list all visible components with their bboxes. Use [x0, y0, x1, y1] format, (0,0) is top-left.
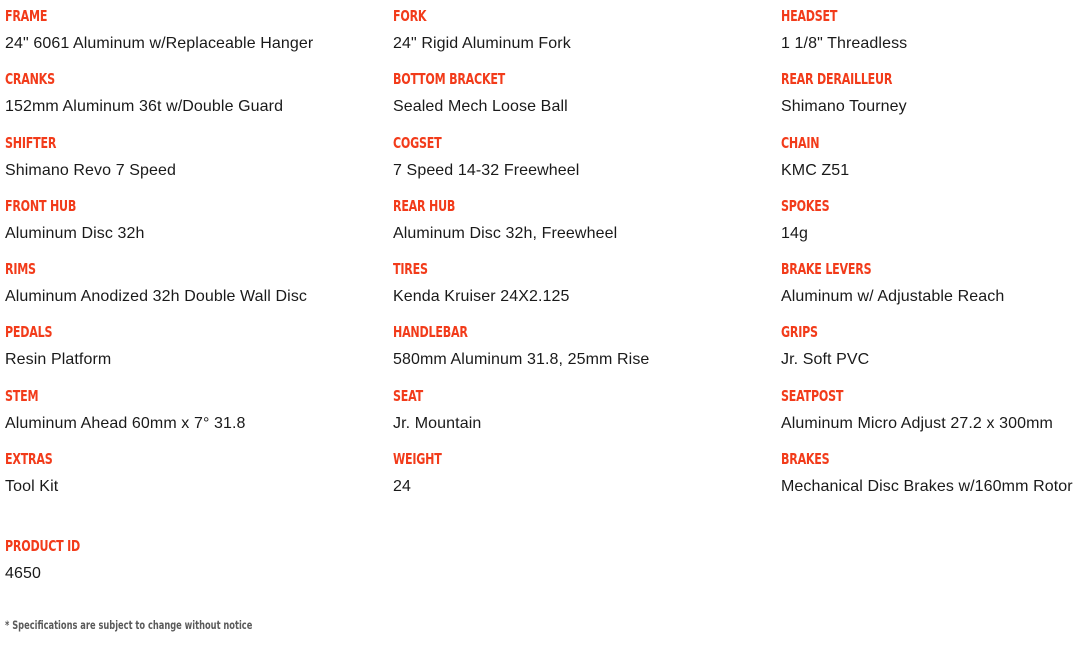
spec-label: PEDALS: [5, 323, 53, 342]
spec-value: 7 Speed 14-32 Freewheel: [393, 161, 580, 179]
spec-label: STEM: [5, 386, 39, 405]
spec-value: KMC Z51: [781, 161, 850, 179]
spec-chain: [781, 131, 1077, 194]
spec-stem: [5, 384, 393, 447]
spec-headset: [781, 4, 1077, 67]
spec-label: FORK: [393, 7, 427, 25]
spec-tires: [393, 257, 781, 320]
spec-shifter: [5, 131, 393, 194]
spec-cranks: [5, 67, 393, 130]
spec-label: CRANKS: [5, 70, 55, 89]
product-id-label: PRODUCT ID: [5, 537, 81, 555]
spec-brake-levers: [781, 257, 1077, 320]
spec-front-hub: [5, 194, 393, 257]
spec-value: Kenda Kruiser 24X2.125: [393, 288, 570, 306]
spec-fork: [393, 4, 781, 67]
spec-value: Aluminum Ahead 60mm x 7° 31.8: [5, 414, 246, 432]
product-id-value: 4650: [5, 565, 41, 582]
spec-value: Aluminum Disc 32h, Freewheel: [393, 224, 618, 242]
spec-value: 1 1/8" Threadless: [781, 35, 908, 52]
spec-frame: [5, 4, 393, 67]
spec-value: Jr. Soft PVC: [781, 351, 870, 369]
spec-label: REAR HUB: [393, 196, 456, 215]
spec-label: FRONT HUB: [5, 196, 77, 215]
spec-weight: [393, 447, 781, 510]
spec-grips: [781, 320, 1077, 383]
spec-label: GRIPS: [781, 323, 818, 342]
spec-label: SHIFTER: [5, 133, 57, 152]
spec-value: Tool Kit: [5, 478, 59, 496]
spec-label: EXTRAS: [5, 450, 53, 469]
spec-value: Sealed Mech Loose Ball: [393, 98, 568, 116]
spec-label: SEAT: [393, 386, 423, 405]
spec-cogset: [393, 131, 781, 194]
spec-value: 24: [393, 478, 411, 496]
spec-value: Resin Platform: [5, 351, 112, 369]
spec-grid: [5, 4, 1077, 510]
spec-bottom-bracket: [393, 67, 781, 130]
spec-value: Shimano Revo 7 Speed: [5, 161, 176, 179]
spec-seatpost: [781, 384, 1077, 447]
spec-rear-hub: [393, 194, 781, 257]
spec-value: 24" Rigid Aluminum Fork: [393, 35, 571, 52]
spec-value: Aluminum Anodized 32h Double Wall Disc: [5, 288, 308, 306]
spec-value: Aluminum w/ Adjustable Reach: [781, 288, 1005, 306]
spec-label: RIMS: [5, 260, 36, 279]
spec-value: 24" 6061 Aluminum w/Replaceable Hanger: [5, 35, 314, 52]
spec-label: TIRES: [393, 260, 428, 279]
spec-label: SPOKES: [781, 196, 830, 215]
spec-handlebar: [393, 320, 781, 383]
spec-label: SEATPOST: [781, 386, 844, 405]
spec-label: COGSET: [393, 133, 442, 152]
spec-label: FRAME: [5, 7, 48, 25]
spec-value: 580mm Aluminum 31.8, 25mm Rise: [393, 351, 650, 369]
spec-value: Mechanical Disc Brakes w/160mm Rotor: [781, 478, 1073, 496]
spec-seat: [393, 384, 781, 447]
spec-label: HANDLEBAR: [393, 323, 468, 342]
spec-product-id: [5, 534, 106, 584]
spec-label: REAR DERAILLEUR: [781, 70, 893, 89]
spec-rear-derailleur: [781, 67, 1077, 130]
spec-value: 152mm Aluminum 36t w/Double Guard: [5, 98, 284, 116]
disclaimer-note: * Specifications are subject to change without notice: [5, 618, 253, 632]
spec-pedals: [5, 320, 393, 383]
spec-brakes: [781, 447, 1077, 510]
spec-label: BOTTOM BRACKET: [393, 70, 506, 89]
spec-spokes: [781, 194, 1077, 257]
spec-extras: [5, 447, 393, 510]
spec-label: BRAKE LEVERS: [781, 260, 872, 279]
spec-value: Shimano Tourney: [781, 98, 907, 116]
spec-label: WEIGHT: [393, 450, 442, 469]
spec-rims: [5, 257, 393, 320]
spec-label: CHAIN: [781, 133, 820, 152]
spec-value: Jr. Mountain: [393, 414, 482, 432]
spec-label: BRAKES: [781, 450, 830, 469]
spec-value: Aluminum Disc 32h: [5, 224, 145, 242]
spec-value: Aluminum Micro Adjust 27.2 x 300mm: [781, 414, 1053, 432]
spec-value: 14g: [781, 224, 808, 242]
spec-label: HEADSET: [781, 7, 838, 25]
